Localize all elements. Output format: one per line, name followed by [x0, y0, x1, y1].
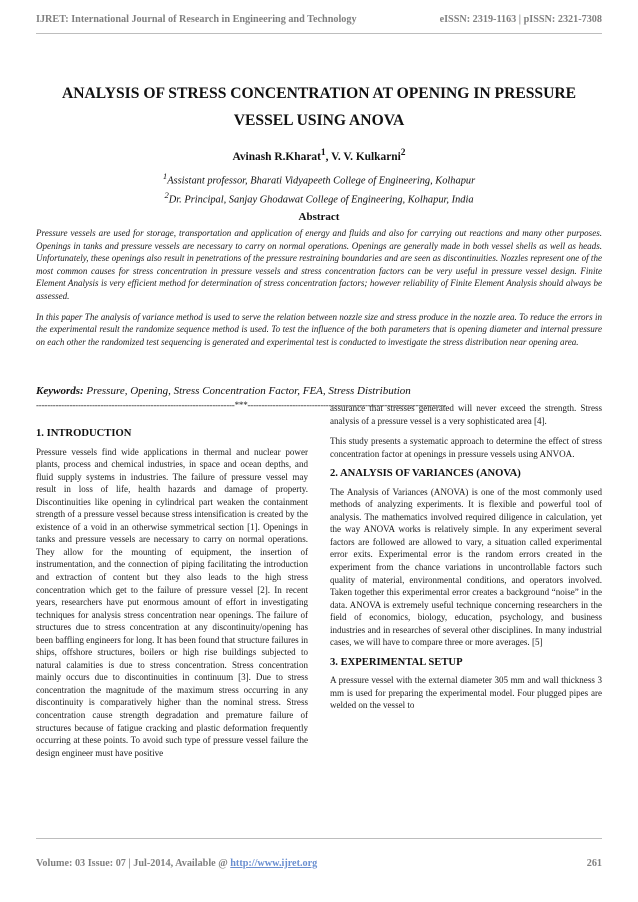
keywords-label: Keywords:: [36, 385, 84, 397]
journal-link[interactable]: http://www.ijret.org: [230, 857, 318, 869]
affiliation-2: $^2$Dr. Principal, Sanjay Ghodawat College of Engineering, Kolhapur, India: [164, 190, 474, 206]
issn: eISSN: 2319-1163 | pISSN: 2321-7308: [439, 13, 602, 25]
journal-name: IJRET: International Journal of Research in Engineering and Technology: [36, 13, 357, 25]
author-separator: ,: [325, 150, 332, 163]
header-divider: [36, 33, 602, 34]
abstract-heading: Abstract: [298, 211, 340, 223]
right-column: [330, 402, 602, 720]
footer-volume: Volume: 03 Issue: 07 | Jul-2014, Available @ http://www.ijret.org: [36, 857, 318, 869]
author-2: V. V. Kulkarni: [331, 150, 401, 163]
author-1: Avinash R.Kharat: [232, 150, 321, 163]
abstract-paragraph-1: Pressure vessels are used for storage, transportation and application of energy and fluids and also for carrying out reactions and many other purposes. Openings in tanks and pressure vessels are necessary to carry on normal operations. Openings are generally made in both vessel shells as well as heads. Unfortunately, these openings also result in penetrations of the pressure restraining boundaries and are seen as discontinuities. Nozzles represent one of the most common causes for stress concentration in pressure vessels and stress concentration factors can be very useful in pressure vessel design. Finite Element Analysis is very efficient method for determination of stress concentration factors; however reliability of Finite Element Analysis should always be assessed.: [36, 228, 602, 301]
keywords-text: Pressure, Opening, Stress Concentration Factor, FEA, Stress Distribution: [86, 385, 411, 397]
study-summary-paragraph: This study presents a systematic approach to determine the effect of stress concentration factor at openings in pressure vessels using ANVOA.: [330, 436, 602, 459]
setup-paragraph: A pressure vessel with the external diameter 305 mm and wall thickness 3 mm is used for preparing the experimental model. Four plugged pipes are welded on the vessel to: [330, 675, 602, 711]
author-1-sup: 1: [320, 148, 326, 158]
author-line: [0, 148, 638, 163]
left-column: [36, 428, 308, 767]
paper-title: ANALYSIS OF STRESS CONCENTRATION AT OPENING IN PRESSURE VESSEL USING ANOVA: [62, 85, 576, 129]
author-2-sup: 2: [400, 148, 406, 158]
affiliations: [0, 169, 638, 208]
setup-heading: 3. EXPERIMENTAL SETUP: [330, 656, 463, 668]
running-header: [36, 10, 602, 28]
introduction-paragraph: Pressure vessels find wide applications in thermal and nuclear power plants, process and chemical industries, in space and ocean depths, and fluid supply systems in industries. The failure of pressure vessel may result in loss of life, health hazards and damage of property. Discontinuities like opening in cylindrical part weaken the containment strength of a pressure vessel because stress intensification is created by the existence of a void in an otherwise symmetrical section [1]. Openings in tanks and pressure vessels are necessary to carry on normal operations. They allow for the mounting of equipment, the insertion of instrumentation, and the connection of piping facilitating the introduction and extraction of content but they also leads to the high stress concentration which get to the failure of pressure vessel [2]. In recent years, researchers have put enormous amount of effort in investigating techniques for analysis stress concentration near openings. The failure of structures due to stress concentration at any discontinuity/opening has been baffling engineers for long. It has been found that structure failures in ships, offshore structures, boilers or high rise buildings subjected to natural calamities is due to stress concentration. Stress concentration mainly occurs due to discontinuities in continuum [3]. Due to stress concentration the magnitude of the maximum stress occurring in any discontinuity is comparatively higher than the nominal stress. Stress concentration cause strength degradation and premature failure of structures because of fatigue cracking and plastic deformation frequently occurring at these points. To avoid such type of pressure vessel failure the design engineer must have positive: [36, 446, 308, 758]
page-number: 261: [586, 857, 602, 869]
section-separator: -----------------------------------------------------------------------***-----------------------------------------------------------------------: [36, 400, 447, 410]
anova-heading: 2. ANALYSIS OF VARIANCES (ANOVA): [330, 468, 521, 480]
abstract-paragraph-2: In this paper The analysis of variance method is used to serve the relation between nozzle size and stress produce in the nozzle area. To reduce the errors in the experimental result the randomize sequence method is used. To test the influence of the both parameters that is opening diameter and internal pressure on each other the randomized test sequencing is generated and experimental test is conducted to investigate the stress distribution near opening area.: [36, 311, 602, 347]
intro-continued-paragraph: assurance that stresses generated will never exceed the strength. Stress analysis of a pressure vessel is a very sophisticated area [4].: [330, 403, 602, 426]
running-footer: [36, 855, 602, 871]
affiliation-1: $^1$Assistant professor, Bharati Vidyapeeth College of Engineering, Kolhapur: [162, 171, 476, 187]
anova-paragraph: The Analysis of Variances (ANOVA) is one of the most commonly used methods of analyzing experiments. It is flexible and powerful tool of analysis. The mathematics involved required diligence in calculation, yet the way ANOVA works is relatively simple. In any experiment several factors are followed are allowed to vary, a situation called experimental error exits. Experimental error is the random errors created in the experiment from the chance variations in uncontrollable factors such quality of material, environmental conditions, and operators involved. Taken together this experimental error creates a background “noise” in the data. ANOVA is extremely useful technique concerning researchers in the field of economics, biology, education, psychology, and business industries and in researches of several other disciplines. In many industrial cases, we will have to compare three or more averages. [5]: [330, 486, 602, 648]
abstract-body: [36, 227, 602, 356]
footer-divider: [36, 838, 602, 839]
introduction-heading: 1. INTRODUCTION: [36, 428, 132, 439]
keywords: [36, 385, 602, 397]
